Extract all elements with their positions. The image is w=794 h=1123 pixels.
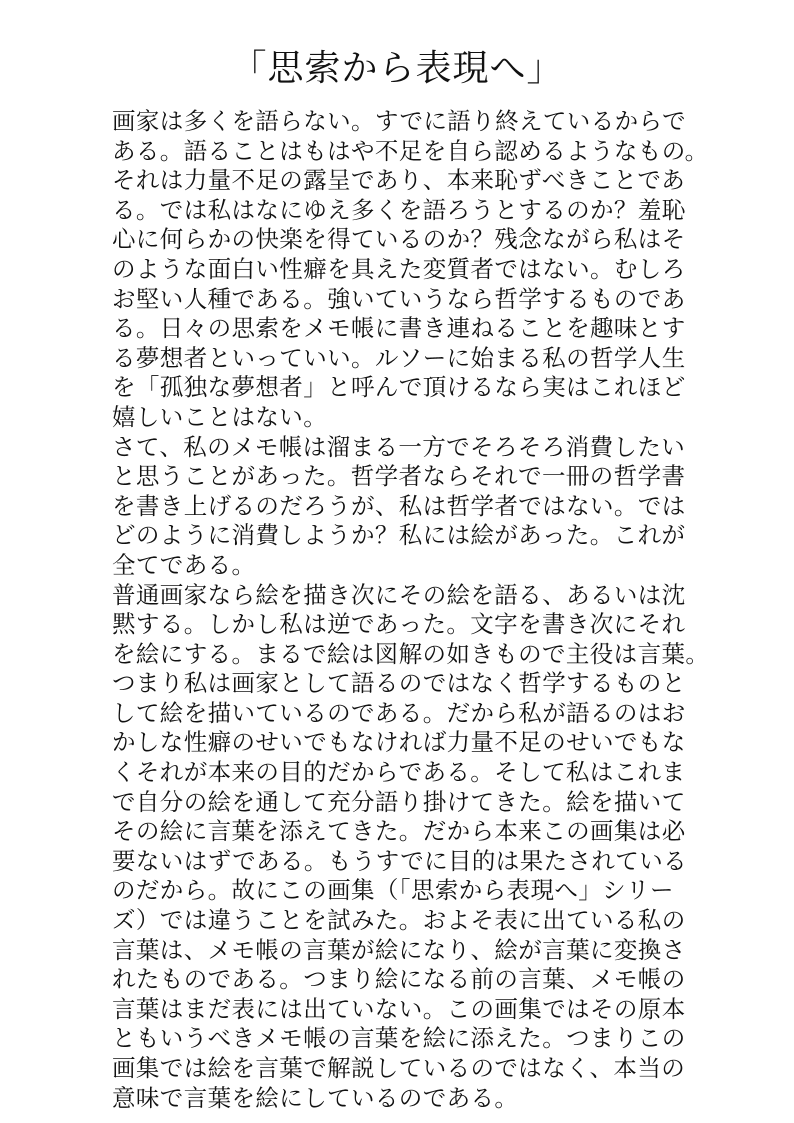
paragraph: [112, 581, 712, 1114]
text-line: さて、私のメモ帳は溜まる一方でそろそろ消費したい: [112, 432, 686, 461]
text-line: して絵を描いているのである。だから私が語るのはお: [112, 698, 686, 727]
text-line: を「孤独な夢想者」と呼んで頂けるなら実はこれほど: [112, 373, 686, 402]
text-line: のだから。故にこの画集（「思索から表現へ」シリー: [112, 876, 674, 905]
text-line: 言葉はまだ表には出ていない。この画集ではその原本: [112, 994, 686, 1023]
text-line: 黙する。しかし私は逆であった。文字を書き次にそれ: [112, 610, 686, 639]
text-line: お堅い人種である。強いていうなら哲学するものであ: [112, 284, 686, 313]
text-line: で自分の絵を通して充分語り掛けてきた。絵を描いて: [112, 787, 686, 816]
text-line: る夢想者といっていい。ルソーに始まる私の哲学人生: [112, 343, 686, 372]
text-line: ある。語ることはもはや不足を自ら認めるようなもの。: [112, 136, 709, 165]
text-line: 意味で言葉を絵にしているのである。: [112, 1083, 519, 1112]
text-line: 要ないはずである。もうすでに目的は果たされている: [112, 846, 688, 875]
text-line: ズ）では違うことを試みた。およそ表に出ている私の: [112, 906, 686, 935]
text-line: と思うことがあった。哲学者ならそれで一冊の哲学書: [112, 462, 686, 491]
text-line: 全てである。: [112, 550, 256, 579]
text-line: を書き上げるのだろうが、私は哲学者ではない。では: [112, 491, 686, 520]
text-line: かしな性癖のせいでもなければ力量不足のせいでもな: [112, 728, 686, 757]
text-line: る。では私はなにゆえ多くを語ろうとするのか？羞恥: [112, 195, 686, 224]
paragraph: [112, 107, 712, 433]
text-line: を絵にする。まるで絵は図解の如きもので主役は言葉。: [112, 639, 710, 668]
text-line: どのように消費しようか？私には絵があった。これが: [112, 521, 686, 550]
text-line: それは力量不足の露呈であり、本来恥ずべきことであ: [112, 166, 686, 195]
text-line: くそれが本来の目的だからである。そして私はこれま: [112, 758, 686, 787]
text-line: 画家は多くを語らない。すでに語り終えているからで: [112, 107, 687, 135]
paragraph: [112, 433, 712, 581]
text-line: その絵に言葉を添えてきた。だから本来この画集は必: [112, 817, 686, 846]
text-line: つまり私は画家として語るのではなく哲学するものと: [112, 669, 686, 698]
text-line: 言葉は、メモ帳の言葉が絵になり、絵が言葉に変換さ: [112, 935, 686, 964]
text-line: ともいうべきメモ帳の言葉を絵に添えた。つまりこの: [112, 1024, 686, 1053]
text-line: 嬉しいことはない。: [112, 402, 328, 431]
text-line: 普通画家なら絵を描き次にその絵を語る、あるいは沈: [112, 580, 686, 609]
text-line: 心に何らかの快楽を得ているのか？残念ながら私はそ: [112, 225, 686, 254]
document-body: [112, 107, 712, 1113]
page-title: 「思索から表現へ」: [230, 48, 564, 89]
text-line: のような面白い性癖を具えた変質者ではない。むしろ: [112, 254, 686, 283]
text-line: れたものである。つまり絵になる前の言葉、メモ帳の: [112, 965, 686, 994]
text-line: る。日々の思索をメモ帳に書き連ねることを趣味とす: [112, 314, 686, 343]
text-line: 画集では絵を言葉で解説しているのではなく、本当の: [112, 1054, 686, 1082]
